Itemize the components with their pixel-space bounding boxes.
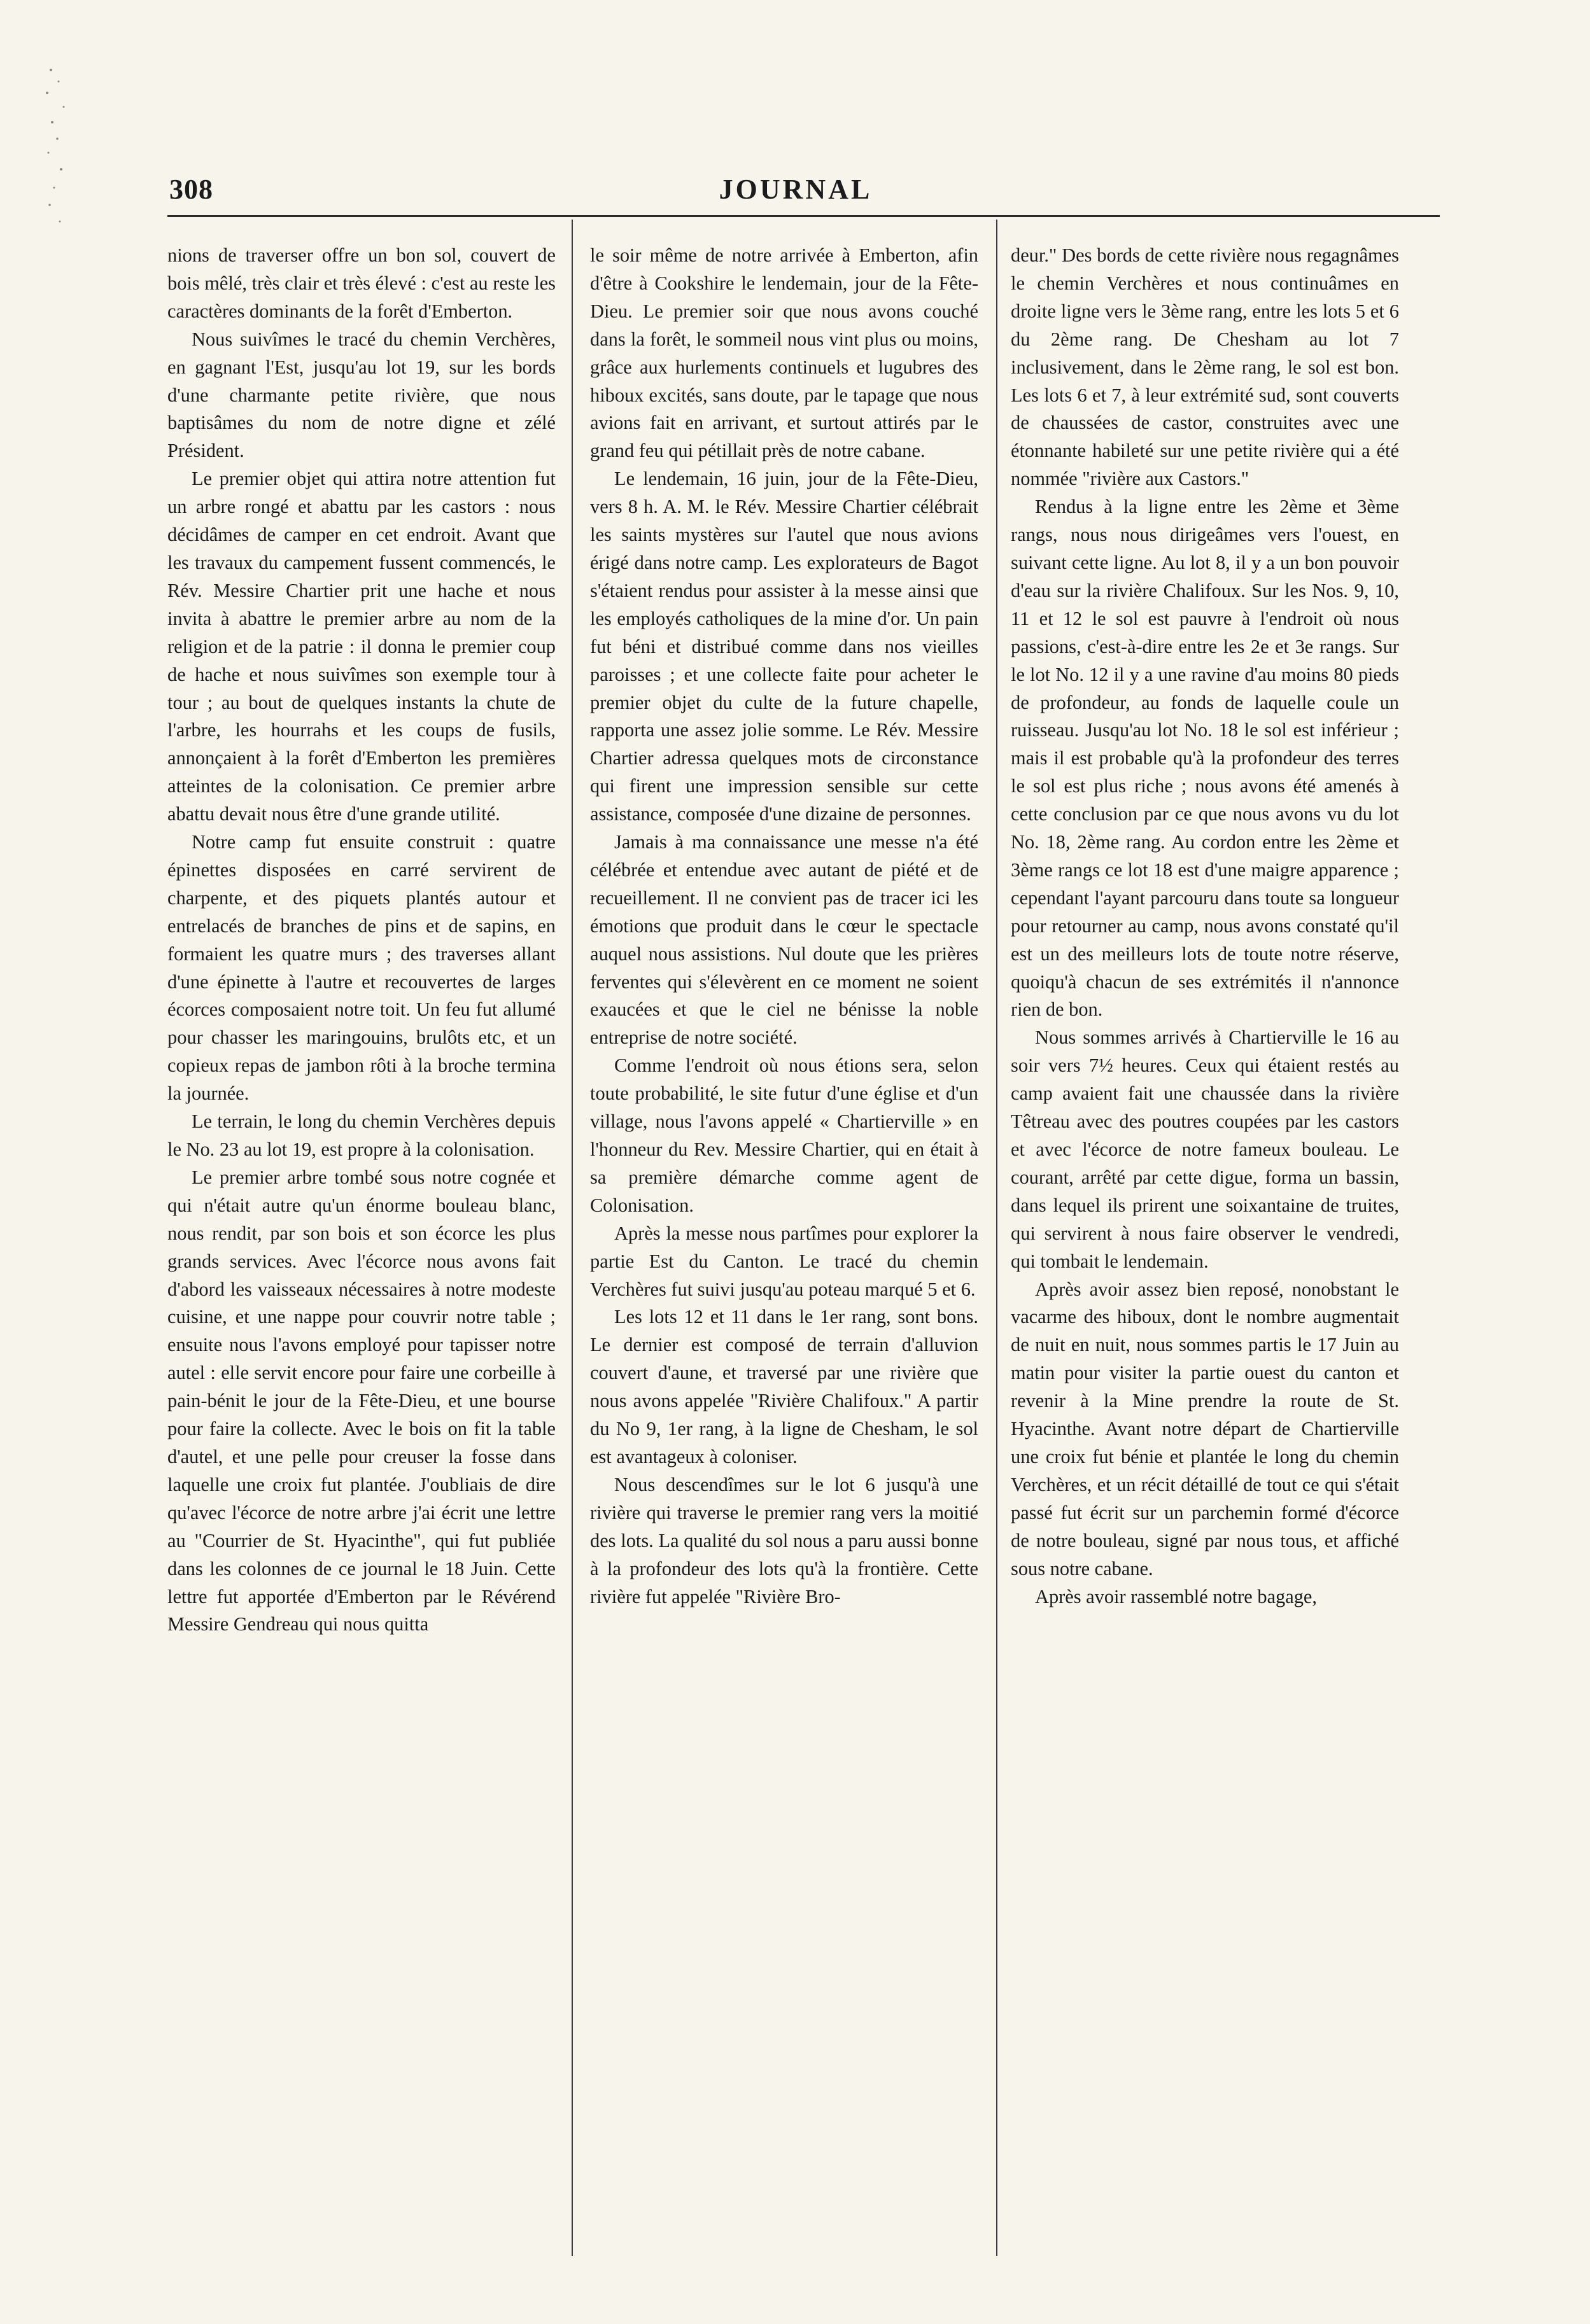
paragraph: deur." Des bords de cette rivière nous regagnâmes le chemin Verchères et nous continuâmes en droite ligne vers le 3ème rang, entre les lots 5 et 6 du 2ème rang. De Chesham au lot 7 inclusivement, dans le 2ème rang, le sol est bon. Les lots 6 et 7, à leur extrémité sud, sont couverts de chaussées de castor, construites avec une étonnante habileté sur une petite rivière qui a été nommée "rivière aux Castors.": [1011, 244, 1399, 490]
paragraph: Notre camp fut ensuite construit : quatre épinettes disposées en carré servirent de charpente, et des piquets plantés autour et entrelacés de branches de pins et de sapins, en formaient les quatre murs ; des traverses allant d'une épinette à l'autre et recouvertes de larges écorces composaient notre toit. Un feu fut allumé pour chasser les maringouins, brulôts etc, et un copieux repas de jambon rôti à la broche termina la journée.: [167, 831, 556, 1105]
paragraph: Le premier arbre tombé sous notre cognée et qui n'était autre qu'un énorme bouleau blanc, nous rendit, par son bois et son écorce les plus grands services. Avec l'écorce nous avons fait d'abord les vaisseaux nécessaires à notre modeste cuisine, et une nappe pour couvrir notre table ; ensuite nous l'avons employé pour tapisser notre autel : elle servit encore pour faire une corbeille à pain-bénit le jour de la Fête-Dieu, et une bourse pour faire la collecte. Avec le bois on fit la table d'autel, et une pelle pour creuser la fosse dans laquelle une croix fut plantée. J'oubliais de dire qu'avec l'écorce de notre arbre j'ai écrit une lettre au "Courrier de St. Hyacinthe", qui fut publiée dans les colonnes de ce journal le 18 Juin. Cette lettre fut apportée d'Emberton par le Révérend Messire Gendreau qui nous quitta: [167, 1166, 556, 1635]
column-divider: [996, 220, 997, 2256]
paragraph: Jamais à ma connaissance une messe n'a été célébrée et entendue avec autant de piété et de recueillement. Il ne convient pas de tracer ici les émotions que produit dans le cœur le spectacle auquel nous assistions. Nul doute que les prières ferventes qui s'élevèrent en ce moment ne soient exaucées et que le ciel ne bénisse la noble entreprise de notre société.: [590, 831, 978, 1049]
column-divider: [572, 220, 573, 2256]
page-number: 308: [169, 174, 213, 205]
paragraph: Nous sommes arrivés à Chartierville le 16 au soir vers 7½ heures. Ceux qui étaient restés au camp avaient fait une chaussée dans la rivière Têtreau avec des poutres coupées par les castors et avec l'écorce de notre fameux bouleau. Le courant, arrêté par cette digue, forma un bassin, dans lequel ils prirent une soixantaine de truites, qui servirent à nous faire observer le vendredi, qui tombait le lendemain.: [1011, 1026, 1399, 1272]
paragraph: Après la messe nous partîmes pour explorer la partie Est du Canton. Le tracé du chemin Verchères fut suivi jusqu'au poteau marqué 5 et 6.: [590, 1222, 978, 1300]
paragraph: Comme l'endroit où nous étions sera, selon toute probabilité, le site futur d'une église et d'un village, nous l'avons appelé « Chartierville » en l'honneur du Rev. Messire Chartier, qui en était à sa première démarche comme agent de Colonisation.: [590, 1054, 978, 1216]
paragraph: le soir même de notre arrivée à Emberton, afin d'être à Cookshire le lendemain, jour de la Fête-Dieu. Le premier soir que nous avons couché dans la forêt, le sommeil nous vint plus ou moins, grâce aux hurlements continuels et lugubres des hiboux excités, sans doute, par le tapage que nous avions fait en arrivant, et surtout attirés par le grand feu qui pétillait près de notre cabane.: [590, 244, 978, 462]
margin-stain-marks: [19, 57, 83, 248]
paragraph: Le terrain, le long du chemin Verchères depuis le No. 23 au lot 19, est propre à la colonisation.: [167, 1110, 556, 1160]
paragraph: Rendus à la ligne entre les 2ème et 3ème rangs, nous nous dirigeâmes vers l'ouest, en suivant cette ligne. Au lot 8, il y a un bon pouvoir d'eau sur la rivière Chalifoux. Sur les Nos. 9, 10, 11 et 12 le sol est pauvre à l'endroit où nous passions, c'est-à-dire entre les 2e et 3e rangs. Sur le lot No. 12 il y a une ravine d'au moins 80 pieds de profondeur, au fonds de laquelle coule un ruisseau. Jusqu'au lot No. 18 le sol est inférieur ; mais il est probable qu'à la profondeur des terres le sol est plus riche ; nous avons été amenés à cette conclusion par ce que nous avons vu du lot No. 18, 2ème rang. Au cordon entre les 2ème et 3ème rangs ce lot 18 est d'une maigre apparence ; cependant l'ayant parcouru dans toute sa longueur pour retourner au camp, nous avons constaté qu'il est un des meilleurs lots de toute notre réserve, quoiqu'à chacun de ses extrémités il n'annonce rien de bon.: [1011, 496, 1399, 1021]
text-column-2: [590, 242, 978, 1611]
text-column-1: [167, 242, 556, 1639]
paragraph: Le lendemain, 16 juin, jour de la Fête-Dieu, vers 8 h. A. M. le Rév. Messire Chartier célébrait les saints mystères sur l'autel que nous avions érigé dans notre camp. Les explorateurs de Bagot s'étaient rendus pour assister à la messe ainsi que les employés catholiques de la mine d'or. Un pain fut béni et distribué comme dans nos vieilles paroisses ; et une collecte faite pour acheter le premier objet du culte de la future chapelle, rapporta une assez jolie somme. Le Rév. Messire Chartier adressa quelques mots de circonstance qui firent une impression sensible sur cette assistance, composée d'une dizaine de personnes.: [590, 468, 978, 825]
text-column-3: [1011, 242, 1399, 1611]
running-head: JOURNAL: [719, 174, 873, 205]
paragraph: Le premier objet qui attira notre attention fut un arbre rongé et abattu par les castors : nous décidâmes de camper en cet endroit. Avant que les travaux du campement fussent commencés, le Rév. Messire Chartier prit une hache et nous invita à abattre le premier arbre au nom de la religion et de la patrie : il donna le premier coup de hache et nous suivîmes son exemple tour à tour ; au bout de quelques instants la chute de l'arbre, les hourrahs et les coups de fusils, annonçaient à la forêt d'Emberton les premières atteintes de la colonisation. Ce premier arbre abattu devait nous être d'une grande utilité.: [167, 468, 556, 825]
paragraph: Nous suivîmes le tracé du chemin Verchères, en gagnant l'Est, jusqu'au lot 19, sur les bords d'une charmante petite rivière, que nous baptisâmes du nom de notre digne et zélé Président.: [167, 328, 556, 462]
paragraph: Les lots 12 et 11 dans le 1er rang, sont bons. Le dernier est composé de terrain d'alluvion couvert d'aune, et traversé par une rivière que nous avons appelée "Rivière Chalifoux." A partir du No 9, 1er rang, à la ligne de Chesham, le sol est avantageux à coloniser.: [590, 1306, 978, 1467]
paragraph: Après avoir rassemblé notre bagage,: [1035, 1585, 1318, 1607]
header-rule: [167, 215, 1440, 217]
paragraph: Nous descendîmes sur le lot 6 jusqu'à une rivière qui traverse le premier rang vers la moitié des lots. La qualité du sol nous a paru aussi bonne à la profondeur des lots qu'à la frontière. Cette rivière fut appelée "Rivière Bro-: [590, 1473, 978, 1607]
paragraph: nions de traverser offre un bon sol, couvert de bois mêlé, très clair et très élevé : c'est au reste les caractères dominants de la forêt d'Emberton.: [167, 244, 556, 322]
paragraph: Après avoir assez bien reposé, nonobstant le vacarme des hiboux, dont le nombre augmentait de nuit en nuit, nous sommes partis le 17 Juin au matin pour visiter la partie ouest du canton et revenir à la Mine prendre la route de St. Hyacinthe. Avant notre départ de Chartierville une croix fut bénie et plantée le long du chemin Verchères, et un récit détaillé de tout ce qui s'était passé fut écrit sur un parchemin formé d'écorce de notre bouleau, signé par nous tous, et affiché sous notre cabane.: [1011, 1278, 1399, 1579]
